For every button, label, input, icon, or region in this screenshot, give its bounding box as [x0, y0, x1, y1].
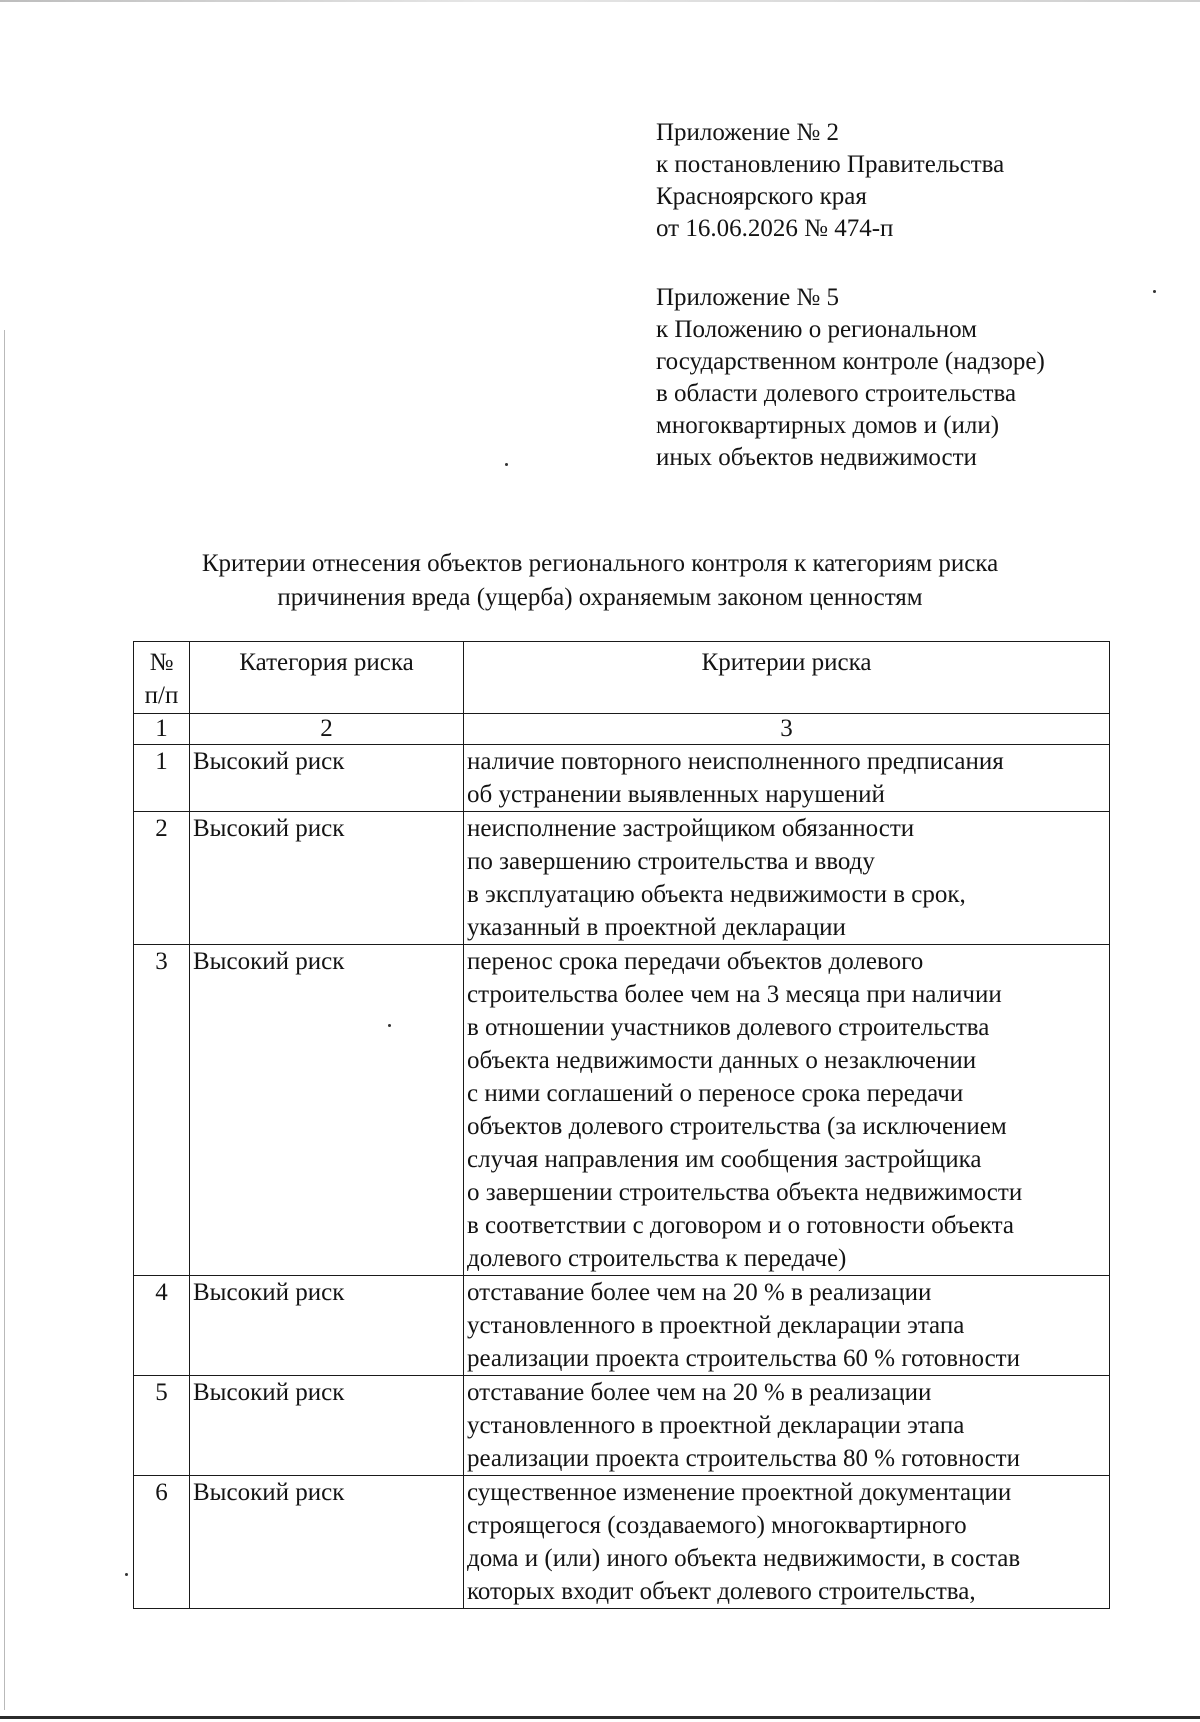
- header-number: [134, 642, 190, 714]
- column-number-row: [134, 714, 1110, 745]
- row-number-cell: 2: [134, 812, 190, 945]
- risk-criteria-line: неисполнение застройщиком обязанности: [467, 815, 915, 842]
- appendix-2-line: Красноярского края: [656, 183, 867, 210]
- row-number-cell: 5: [134, 1376, 190, 1476]
- risk-criteria-line: существенное изменение проектной документации: [467, 1479, 1012, 1506]
- risk-criteria-line: перенос срока передачи объектов долевого: [467, 948, 924, 975]
- table-row: [134, 812, 1110, 945]
- risk-criteria-line: долевого строительства к передаче): [467, 1245, 847, 1272]
- appendix-2-header: [656, 117, 1176, 245]
- risk-criteria-line: строительства более чем на 3 месяца при наличии: [467, 981, 1002, 1008]
- header-criteria: Критерии риска: [464, 642, 1110, 714]
- row-number-cell: 4: [134, 1276, 190, 1376]
- risk-criteria-cell: [464, 1276, 1110, 1376]
- risk-criteria-table: [133, 641, 1110, 1609]
- table-header-row: [134, 642, 1110, 714]
- risk-criteria-cell: [464, 1376, 1110, 1476]
- appendix-5-line: государственном контроле (надзоре): [656, 348, 1045, 375]
- risk-criteria-line: объекта недвижимости данных о незаключении: [467, 1047, 977, 1074]
- appendix-5-line: Приложение № 5: [656, 284, 840, 311]
- risk-criteria-line: установленного в проектной декларации этапа: [467, 1412, 965, 1439]
- risk-criteria-cell: [464, 812, 1110, 945]
- appendix-2-line: от 16.06.2026 № 474-п: [656, 215, 894, 242]
- scan-edge-left: [4, 330, 5, 1710]
- risk-criteria-cell: [464, 945, 1110, 1276]
- column-number-cell: 1: [134, 714, 190, 745]
- appendix-5-line: многоквартирных домов и (или): [656, 412, 1000, 439]
- document-title-line: Критерии отнесения объектов регионального контроля к категориям риска: [201, 550, 999, 577]
- appendix-5-line: в области долевого строительства: [656, 380, 1017, 407]
- row-number-cell: 3: [134, 945, 190, 1276]
- risk-category-cell: Высокий риск: [190, 1376, 464, 1476]
- column-number-cell: 3: [464, 714, 1110, 745]
- header-category: Категория риска: [190, 642, 464, 714]
- risk-criteria-line: наличие повторного неисполненного предписания: [467, 748, 1004, 775]
- scan-speck: [125, 1573, 128, 1576]
- risk-criteria-line: об устранении выявленных нарушений: [467, 781, 885, 808]
- risk-criteria-line: которых входит объект долевого строительства,: [467, 1578, 976, 1605]
- table-row: [134, 1476, 1110, 1609]
- appendix-2-line: к постановлению Правительства: [656, 151, 1005, 178]
- header-number-line: п/п: [144, 682, 179, 709]
- risk-criteria-line: в отношении участников долевого строительства: [467, 1014, 990, 1041]
- risk-criteria-line: в эксплуатацию объекта недвижимости в срок,: [467, 881, 966, 908]
- appendix-5-header: [656, 282, 1176, 474]
- risk-criteria-line: объектов долевого строительства (за исключением: [467, 1113, 1007, 1140]
- risk-category-cell: Высокий риск: [190, 1276, 464, 1376]
- appendix-5-line: иных объектов недвижимости: [656, 444, 977, 471]
- row-number-cell: 6: [134, 1476, 190, 1609]
- document-title: [100, 547, 1100, 615]
- risk-criteria-line: отставание более чем на 20 % в реализации: [467, 1379, 932, 1406]
- risk-criteria-line: случая направления им сообщения застройщика: [467, 1146, 982, 1173]
- scan-edge-top: [0, 0, 1200, 2]
- risk-category-cell: Высокий риск: [190, 745, 464, 812]
- column-number-cell: 2: [190, 714, 464, 745]
- header-number-line: №: [149, 649, 174, 676]
- risk-criteria-line: указанный в проектной декларации: [467, 914, 846, 941]
- risk-criteria-line: реализации проекта строительства 80 % готовности: [467, 1445, 1020, 1472]
- table-row: [134, 1376, 1110, 1476]
- document-title-line: причинения вреда (ущерба) охраняемым законом ценностям: [277, 584, 923, 611]
- risk-criteria-cell: [464, 1476, 1110, 1609]
- risk-category-cell: Высокий риск: [190, 945, 464, 1276]
- risk-criteria-line: по завершению строительства и вводу: [467, 848, 875, 875]
- risk-criteria-line: реализации проекта строительства 60 % готовности: [467, 1345, 1020, 1372]
- risk-criteria-line: установленного в проектной декларации этапа: [467, 1312, 965, 1339]
- scan-speck: [505, 463, 508, 466]
- risk-criteria-line: с ними соглашений о переносе срока передачи: [467, 1080, 964, 1107]
- risk-category-cell: Высокий риск: [190, 812, 464, 945]
- scan-edge-bottom: [0, 1716, 1200, 1719]
- table-row: [134, 745, 1110, 812]
- appendix-5-line: к Положению о региональном: [656, 316, 977, 343]
- scan-speck: [388, 1024, 391, 1027]
- risk-criteria-line: дома и (или) иного объекта недвижимости, в состав: [467, 1545, 1021, 1572]
- scan-speck: [1153, 290, 1156, 293]
- risk-criteria-line: строящегося (создаваемого) многоквартирного: [467, 1512, 967, 1539]
- risk-criteria-line: в соответствии с договором и о готовности объекта: [467, 1212, 1014, 1239]
- risk-criteria-line: отставание более чем на 20 % в реализации: [467, 1279, 932, 1306]
- appendix-2-line: Приложение № 2: [656, 119, 840, 146]
- table-row: [134, 1276, 1110, 1376]
- risk-criteria-line: о завершении строительства объекта недвижимости: [467, 1179, 1023, 1206]
- risk-category-cell: Высокий риск: [190, 1476, 464, 1609]
- row-number-cell: 1: [134, 745, 190, 812]
- risk-criteria-cell: [464, 745, 1110, 812]
- table-row: [134, 945, 1110, 1276]
